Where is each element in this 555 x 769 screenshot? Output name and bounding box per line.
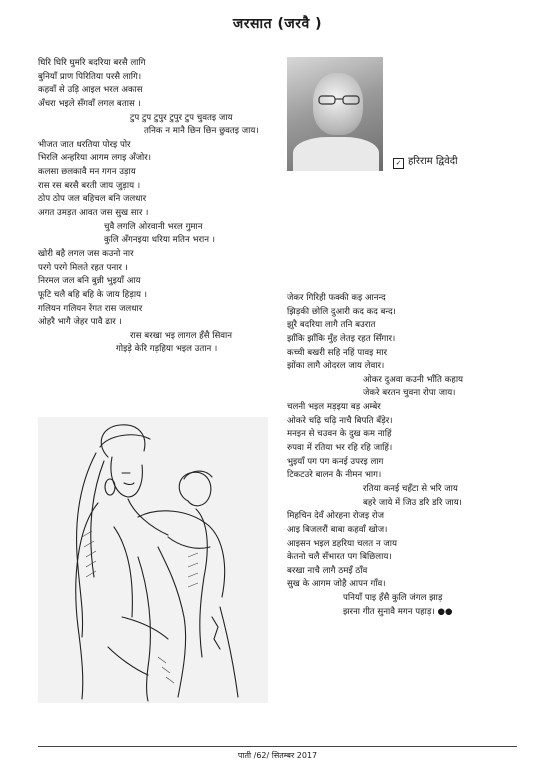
poem-left-column bbox=[38, 57, 259, 357]
poem-line: खोरी बहै लगल जस कउनो नार bbox=[38, 248, 134, 259]
poem-line: केतनो चलै सँभारत पग बिछिलाय। bbox=[287, 552, 392, 563]
poem-line-last bbox=[287, 606, 463, 620]
poem-line: परगे परगे मिलते रहत पनार । bbox=[38, 262, 128, 273]
poem-line: मिहचिन देवँ ओरहना रोजइ रोज bbox=[287, 511, 384, 522]
poem-line: ओकर दुअवा कउनी भाँति कहाय bbox=[363, 374, 464, 385]
poem-line: सुख के आगम जोहै आपन गाँव। bbox=[287, 579, 386, 590]
poem-line: चलनी भइल मड़इया बड़ अम्बेर bbox=[287, 402, 381, 413]
poem-line: झोंका लागै ओदरल जाय लेवार। bbox=[287, 361, 385, 372]
poem-line: भिरलि अन्हरिया आगम लगइ अँजोर। bbox=[38, 153, 151, 164]
poem-line: कहवाँ से उड़ि आइल भरल अकास bbox=[38, 85, 143, 96]
poem-line: झुरै बदरिया लागै तनि बउरात bbox=[287, 320, 376, 331]
author-photo-shirt bbox=[293, 137, 379, 171]
end-mark-icon: ●● bbox=[437, 606, 453, 617]
poem-line: चुवै लगलि ओरवानी भरल गुमान bbox=[104, 221, 203, 232]
poem-line: मनइन से चउवन के दुख कम नाहिं bbox=[287, 429, 392, 440]
poem-line: कलसा छलकावै मन गगन उड़ाय bbox=[38, 167, 136, 178]
poem-line: झाँकि झाँकि मुँह लेतइ रहत सिँगार। bbox=[287, 333, 396, 344]
poem-line: भीजत जात धरतिया पोरइ पोर bbox=[38, 139, 131, 150]
poem-line: जेकरे बरतन चुवना रोपा जाय। bbox=[363, 388, 456, 399]
poem-line: टिकटउरे बालन कै नीमन भाग। bbox=[287, 470, 382, 481]
poem-line: गलियन गलियन रेंगत रास जलधार bbox=[38, 303, 143, 314]
poem-line: गोइड़े केरि गड़हिया भइल उतान । bbox=[116, 344, 218, 355]
poem-line: भुइयाँ पग पग कनई उपरइ लाग bbox=[287, 456, 384, 467]
page-footer: पाती /62/ सितम्बर 2017 bbox=[237, 751, 318, 760]
poem-line: आइसन भइल डहरिया चलत न जाय bbox=[287, 538, 397, 549]
poem-line: कुलि अँगनइया धरिया मतिन भरान । bbox=[104, 235, 215, 246]
poem-line: निरमल जल बनि बुन्नी भुइयाँ आय bbox=[38, 276, 141, 287]
author-name: हरिराम द्विवेदी bbox=[408, 156, 458, 167]
poem-line: आइ बिजलरौं बाबा कहवाँ खोज। bbox=[287, 524, 388, 535]
poem-line: बरखा नाचै लागै ठमइँ ठाँव bbox=[287, 565, 368, 576]
author-photo bbox=[287, 57, 383, 171]
poem-line: रतिया कनई चहँटा से भरि जाय bbox=[363, 483, 458, 494]
poem-line: अगत उमड़त आवत जस सुख सार । bbox=[38, 208, 149, 219]
poem-line-text: झरना गीत सुनावै मगन पहाड़। bbox=[343, 606, 435, 617]
poem-line: जेकर गिरिही फक्की कइ आनन्द bbox=[287, 293, 386, 303]
poem-line: घिरि घिरि घुमरि बदरिया बरसै लागि bbox=[38, 58, 146, 68]
author-photo-glasses bbox=[317, 95, 361, 105]
author-mark-icon: ✓ bbox=[393, 158, 404, 169]
poem-line: रास बरखा भइ लागल हँसै सिवान bbox=[130, 330, 233, 341]
poem-line: पनियाँ पाइ हँसै कुलि जंगल झाड़ bbox=[343, 593, 443, 604]
poem-line: रुपवा में रतिया भर रहि रहि जाहिं। bbox=[287, 443, 393, 454]
poem-line: झिड़की छोलि दुआरी कद कद बन्द। bbox=[287, 306, 396, 317]
poem-line: बहरे जाये में जिउ डरि डरि जाय। bbox=[363, 497, 462, 508]
poem-line: टुप टुप टुपुर टुपुर टुप चुवतइ जाय bbox=[130, 112, 233, 123]
poem-line: कच्ची बखरी सहि नहिं पावइ मार bbox=[287, 347, 388, 358]
illustration-sketch bbox=[38, 417, 268, 703]
poem-line: ठोप ठोप जल बहिचल बनि जलधार bbox=[38, 194, 147, 205]
mother-child-sketch-icon bbox=[38, 417, 268, 703]
footer-divider bbox=[38, 746, 517, 747]
poem-line: ओकरे चढ़ि चढ़ि नाचै बिपति बँड़ेर। bbox=[287, 415, 393, 426]
poem-line: बुनियाँ प्राण पिरितिया परसै लागि। bbox=[38, 71, 142, 82]
poem-line: फूटि चलै बहि बहि के जाय हिड़ाय । bbox=[38, 289, 148, 300]
poem-right-column bbox=[287, 292, 463, 619]
author-credit bbox=[393, 153, 458, 169]
page-title: जरसात (जरवै ) bbox=[232, 16, 323, 32]
poem-line: ओहरै भागै जेहर पावै ढार । bbox=[38, 317, 122, 328]
poem-line: तनिक न मानै छिन छिन छुवतइ जाय। bbox=[144, 126, 259, 137]
poem-line: रास रस बरसै बरती जाय जुड़ाय । bbox=[38, 180, 141, 191]
poem-line: अँचरा भइले सँगवाँ लगल बतास । bbox=[38, 98, 141, 109]
